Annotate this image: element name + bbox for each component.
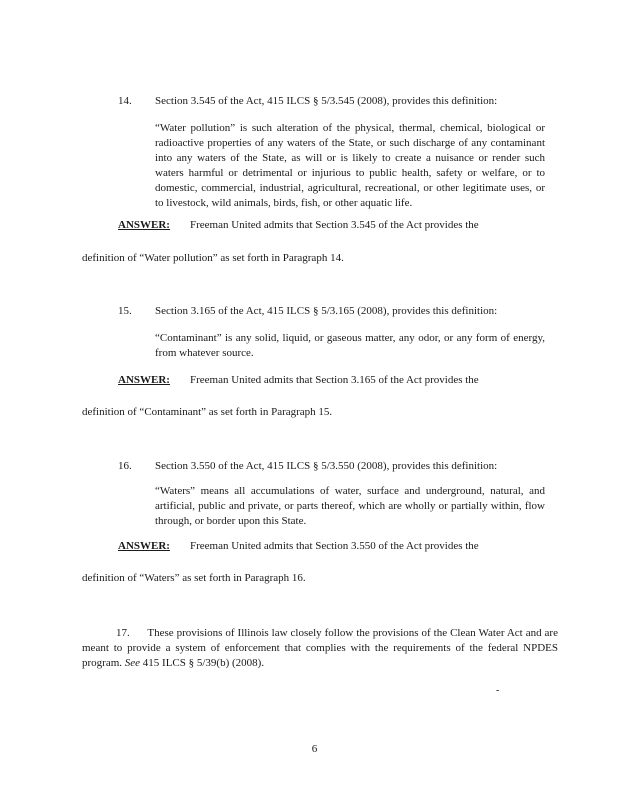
answer-15-label: ANSWER: bbox=[118, 374, 170, 386]
paragraph-16-intro: Section 3.550 of the Act, 415 ILCS § 5/3.550 (2008), provides this definition: bbox=[155, 460, 498, 472]
answer-16-label: ANSWER: bbox=[118, 540, 170, 552]
answer-14-text: Freeman United admits that Section 3.545 of the Act provides the bbox=[190, 219, 479, 231]
paragraph-14-number: 14. bbox=[118, 95, 132, 107]
paragraph-17-number: 17. bbox=[116, 627, 130, 639]
stray-mark: - bbox=[496, 685, 500, 696]
paragraph-14-intro: Section 3.545 of the Act, 415 ILCS § 5/3.545 (2008), provides this definition: bbox=[155, 95, 498, 107]
answer-15-text: Freeman United admits that Section 3.165 of the Act provides the bbox=[190, 374, 479, 386]
paragraph-17-citation: 415 ILCS § 5/39(b) (2008). bbox=[142, 657, 265, 669]
paragraph-15-quote: “Contaminant” is any solid, liquid, or gaseous matter, any odor, or any form of energy, from whatever source. bbox=[155, 332, 545, 359]
answer-16-continuation: definition of “Waters” as set forth in Paragraph 16. bbox=[82, 572, 306, 584]
answer-14-continuation: definition of “Water pollution” as set forth in Paragraph 14. bbox=[82, 252, 344, 264]
answer-14-label: ANSWER: bbox=[118, 219, 170, 231]
paragraph-17 bbox=[82, 626, 558, 671]
paragraph-14-quote: “Water pollution” is such alteration of the physical, thermal, chemical, biological or radioactive properties of any waters of the State, or such discharge of any contaminant into any waters of the State, as will or is likely to create a nuisance or render such waters harmful or detrimental or injurious to public health, safety or welfare, or to domestic, commercial, industrial, agricultural, recreational, or other legitimate uses, or to livestock, wild animals, birds, fish, or other aquatic life. bbox=[155, 122, 545, 209]
citation-signal: See bbox=[124, 657, 141, 669]
paragraph-15-number: 15. bbox=[118, 305, 132, 317]
paragraph-17-text: These provisions of Illinois law closely follow the provisions of the Clean Water Act and are meant to provide a system of enforcement that complies with the requirements of the federal NPDES program. bbox=[82, 627, 558, 669]
paragraph-15-intro: Section 3.165 of the Act, 415 ILCS § 5/3.165 (2008), provides this definition: bbox=[155, 305, 498, 317]
paragraph-16-quote: “Waters” means all accumulations of water, surface and underground, natural, and artificial, public and private, or parts thereof, which are wholly or partially within, flow through, or border upon this State. bbox=[155, 485, 545, 527]
page-number: 6 bbox=[311, 743, 318, 755]
answer-15-continuation: definition of “Contaminant” as set forth in Paragraph 15. bbox=[82, 406, 333, 418]
answer-16-text: Freeman United admits that Section 3.550 of the Act provides the bbox=[190, 540, 479, 552]
paragraph-16-number: 16. bbox=[118, 460, 132, 472]
